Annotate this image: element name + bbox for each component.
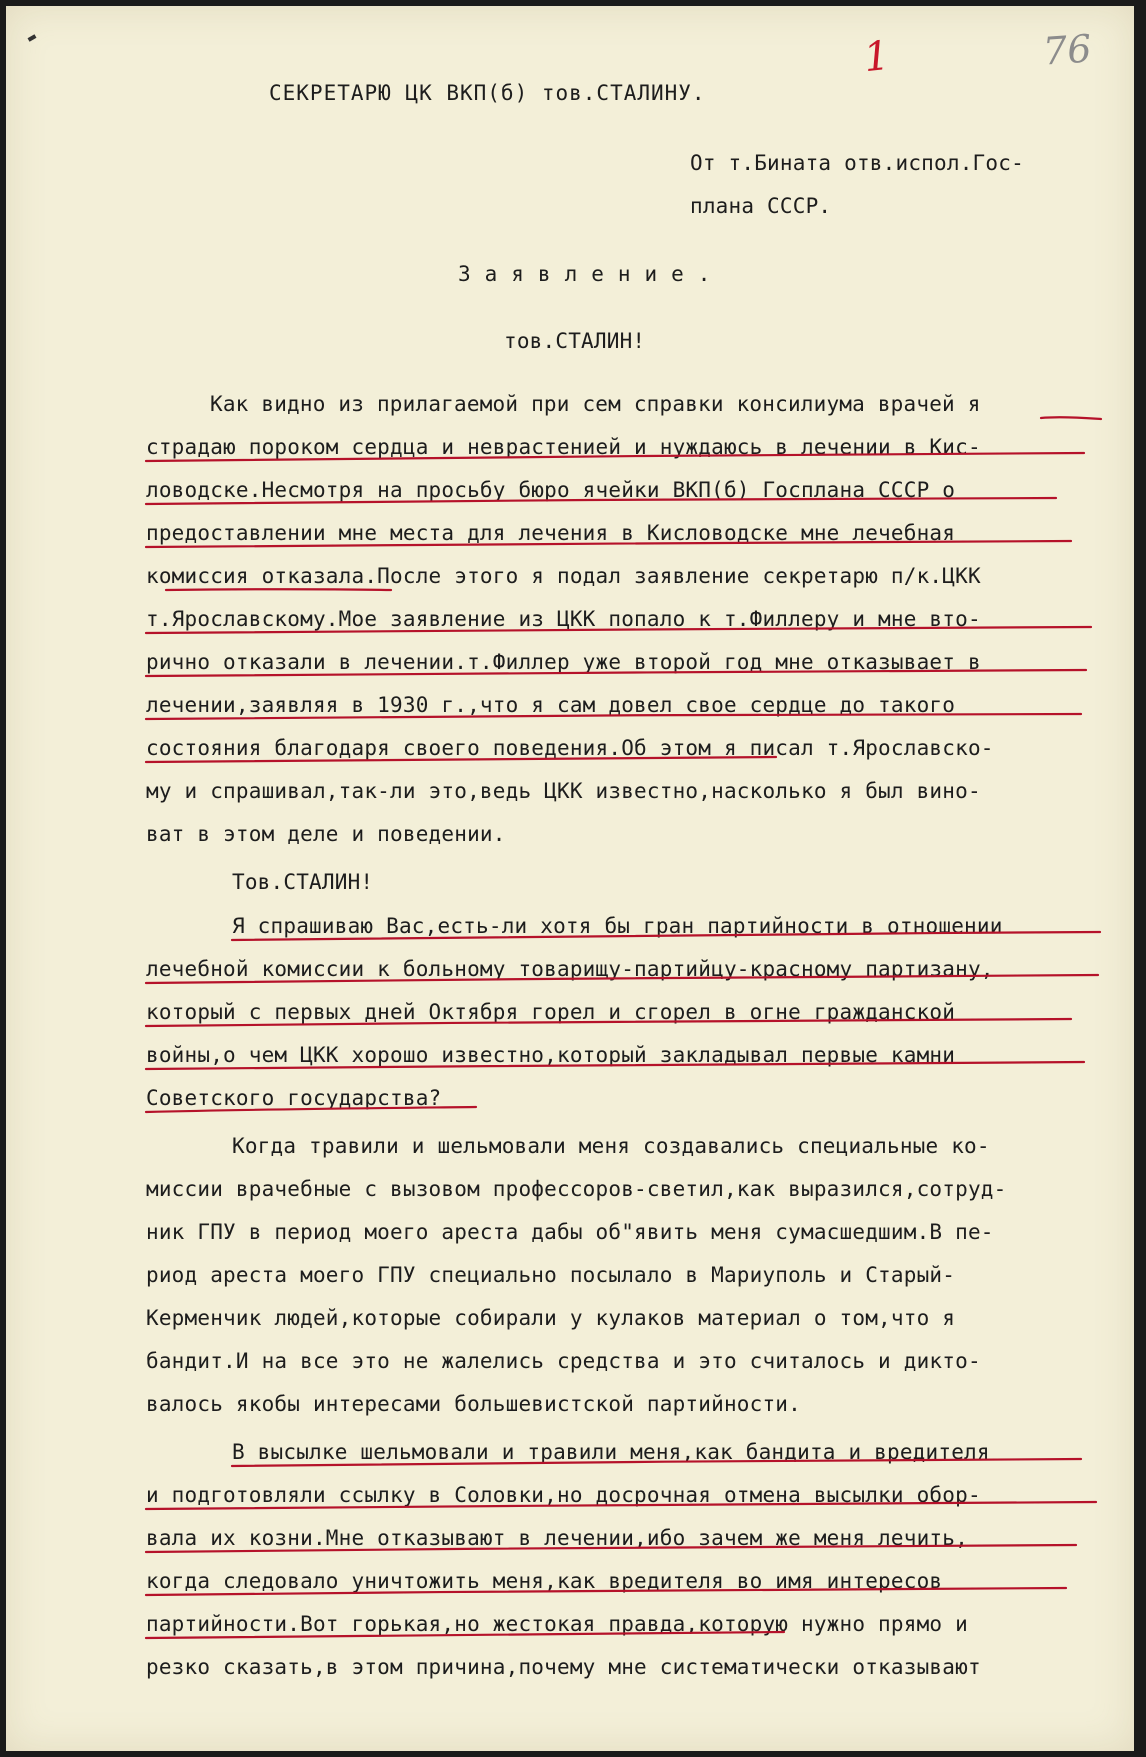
- salutation-2: Тов.СТАЛИН!: [232, 870, 374, 894]
- text-line: состояния благодаря своего поведения.Об этом я писал т.Ярославско-: [146, 736, 994, 760]
- text-line: Когда травили и шельмовали меня создавались специальные ко-: [232, 1134, 990, 1158]
- sender-line-2: плана СССР.: [690, 194, 832, 218]
- text-line: когда следовало уничтожить меня,как вредителя во имя интересов: [146, 1569, 943, 1593]
- document-title: Заявление.: [458, 262, 725, 286]
- text-line: риод ареста моего ГПУ специально посылало в Мариуполь и Старый-: [146, 1263, 956, 1287]
- salutation: тов.СТАЛИН!: [504, 329, 646, 353]
- text-line: предоставлении мне места для лечения в Кисловодске мне лечебная: [146, 521, 956, 545]
- underline: [1041, 417, 1101, 419]
- text-line: и подготовляли ссылку в Соловки,но досрочная отмена высылки обор-: [146, 1483, 981, 1507]
- text-line: вала их козни.Мне отказывают в лечении,ибо зачем же меня лечить,: [146, 1526, 968, 1550]
- text-line: валось якобы интересами большевистской партийности.: [146, 1392, 801, 1416]
- text-line: ловодске.Несмотря на просьбу бюро ячейки ВКП(б) Госплана СССР о: [146, 478, 956, 502]
- underline: [166, 589, 391, 590]
- addressee: СЕКРЕТАРЮ ЦК ВКП(б) тов.СТАЛИНУ.: [269, 81, 706, 105]
- text-line: резко сказать,в этом причина,почему мне систематически отказывают: [146, 1655, 981, 1679]
- text-line: бандит.И на все это не жалелись средства и это считалось и дикто-: [146, 1349, 981, 1373]
- sender-line-1: От т.Бината отв.испол.Гос-: [690, 151, 1024, 175]
- text-line: т.Ярославскому.Мое заявление из ЦКК попало к т.Филлеру и мне вто-: [146, 607, 981, 631]
- text-line: В высылке шельмовали и травили меня,как бандита и вредителя: [232, 1440, 990, 1464]
- text-line: Я спрашиваю Вас,есть-ли хотя бы гран партийности в отношении: [232, 914, 1003, 938]
- text-line: лечении,заявляя в 1930 г.,что я сам довел свое сердце до такого: [146, 693, 956, 717]
- document-page: [6, 6, 1134, 1751]
- text-line: партийности.Вот горькая,но жестокая правда,которую нужно прямо и: [146, 1612, 968, 1636]
- text-line: лечебной комиссии к больному товарищу-партийцу-красному партизану,: [146, 957, 994, 981]
- text-line: ват в этом деле и поведении.: [146, 822, 506, 846]
- text-line: рично отказали в лечении.т.Филлер уже второй год мне отказывает в: [146, 650, 981, 674]
- red-folio-number: 1: [861, 32, 892, 82]
- archive-page-number: 76: [1041, 26, 1093, 74]
- text-line: му и спрашивал,так-ли это,ведь ЦКК известно,насколько я был вино-: [146, 779, 981, 803]
- text-line: страдаю пороком сердца и неврастенией и нуждаюсь в лечении в Кис-: [146, 435, 981, 459]
- text-line: войны,о чем ЦКК хорошо известно,который закладывал первые камни: [146, 1043, 956, 1067]
- text-line: Керменчик людей,которые собирали у кулаков материал о том,что я: [146, 1306, 956, 1330]
- ink-mark: [28, 34, 37, 41]
- text-line: Как видно из прилагаемой при сем справки консилиума врачей я: [210, 392, 981, 416]
- text-line: который с первых дней Октября горел и сгорел в огне гражданской: [146, 1000, 956, 1024]
- text-line: Советского государства?: [146, 1086, 442, 1110]
- text-line: комиссия отказала.После этого я подал заявление секретарю п/к.ЦКК: [146, 564, 981, 588]
- text-line: ник ГПУ в период моего ареста дабы об"явить меня сумасшедшим.В пе-: [146, 1220, 994, 1244]
- text-line: миссии врачебные с вызовом профессоров-светил,как выразился,сотруд-: [146, 1177, 1007, 1201]
